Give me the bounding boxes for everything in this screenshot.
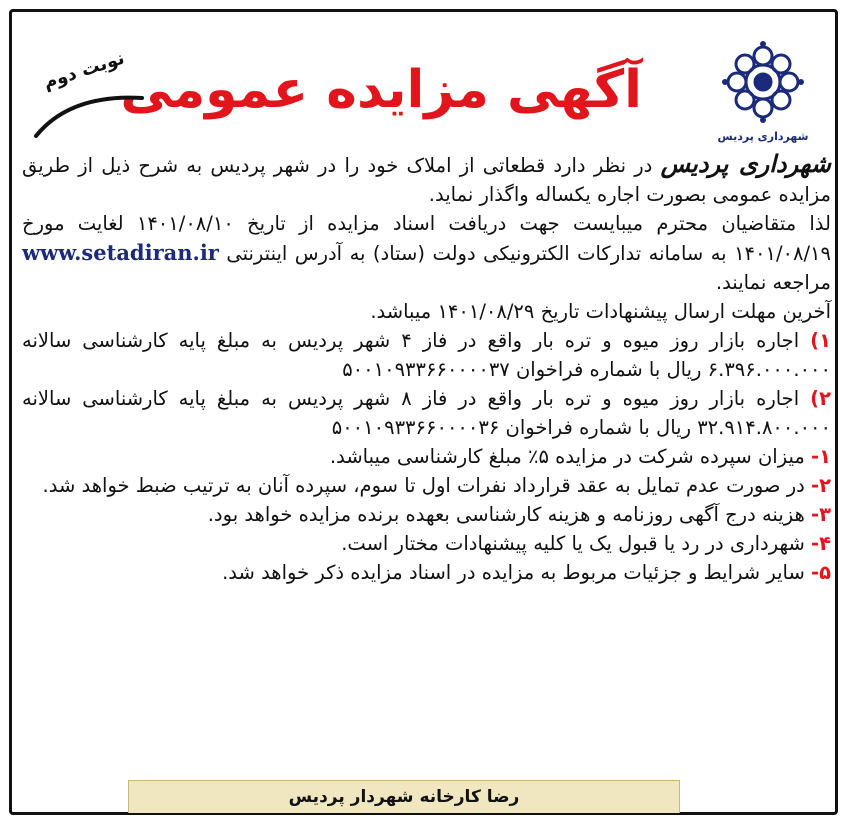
documents-text: لذا متقاضیان محترم میبایست جهت دریافت اسناد مزایده از تاریخ ۱۴۰۱/۰۸/۱۰ لغایت مورخ ۱۴۰۱/۰۸/۱۹ به سامانه تدارکات الکترونیکی دولت (ستاد) به آدرس اینترنتی xyxy=(22,212,831,265)
intro-paragraph xyxy=(22,150,831,209)
item-text: اجاره بازار روز میوه و تره بار واقع در فاز ۴ شهر پردیس به مبلغ پایه کارشناسی سالانه ۶.۳۹۶.۰۰۰.۰۰۰ ریال با شماره فراخوان ۵۰۰۱۰۹۳۳۶۶۰۰۰۰۳۷ xyxy=(22,329,831,381)
flower-emblem-icon xyxy=(721,40,805,124)
condition-number: ۲- xyxy=(811,474,831,497)
condition-text: شهرداری در رد یا قبول یک یا کلیه پیشنهادات مختار است. xyxy=(341,532,805,555)
documents-text-end: مراجعه نمایند. xyxy=(715,271,831,294)
item-text: اجاره بازار روز میوه و تره بار واقع در فاز ۸ شهر پردیس به مبلغ پایه کارشناسی سالانه ۳۲.۹۱۴.۸۰۰.۰۰۰ ریال با شماره فراخوان ۵۰۰۱۰۹۳۳۶۶۰۰۰۰۳۶ xyxy=(22,387,831,439)
condition-item xyxy=(22,442,831,471)
condition-text: در صورت عدم تمایل به عقد قرارداد نفرات اول تا سوم، سپرده آنان به ترتیب ضبط خواهد شد. xyxy=(42,474,805,497)
condition-text: میزان سپرده شرکت در مزایده ۵٪ مبلغ کارشناسی میباشد. xyxy=(329,445,805,468)
notice-body xyxy=(22,150,831,587)
condition-number: ۳- xyxy=(811,503,831,526)
setad-link[interactable]: www.setadiran.ir xyxy=(22,240,219,265)
condition-text: هزینه درج آگهی روزنامه و هزینه کارشناسی بعهده برنده مزایده خواهد بود. xyxy=(207,503,805,526)
deadline-text: آخرین مهلت ارسال پیشنهادات تاریخ ۱۴۰۱/۰۸/۲۹ میباشد. xyxy=(370,300,831,323)
condition-item xyxy=(22,500,831,529)
item-number: ۱) xyxy=(810,329,831,352)
round-label: نوبت دوم xyxy=(40,47,127,94)
condition-item xyxy=(22,471,831,500)
condition-item xyxy=(22,558,831,587)
intro-text: در نظر دارد قطعاتی از املاک خود را در شهر پردیس به شرح ذیل از طریق مزایده عمومی بصورت اجاره یکساله واگذار نماید. xyxy=(22,154,831,206)
condition-number: ۵- xyxy=(811,561,831,584)
item-number: ۲) xyxy=(810,387,831,410)
list-item xyxy=(22,384,831,442)
condition-number: ۱- xyxy=(811,445,831,468)
decorative-arc-icon xyxy=(30,90,150,140)
documents-paragraph xyxy=(22,209,831,297)
condition-text: سایر شرایط و جزئیات مربوط به مزایده در اسناد مزایده ذکر خواهد شد. xyxy=(222,561,805,584)
notice-title: آگهی مزایده عمومی xyxy=(120,60,642,120)
municipality-logo xyxy=(715,40,811,152)
brand-name: شهرداری پردیس xyxy=(660,150,831,178)
condition-number: ۴- xyxy=(811,532,831,555)
condition-item xyxy=(22,529,831,558)
list-item xyxy=(22,326,831,384)
signature-bar: رضا کارخانه شهردار پردیس xyxy=(128,780,680,813)
logo-caption: شهرداری پردیس xyxy=(717,130,809,143)
notice-header xyxy=(12,14,835,144)
